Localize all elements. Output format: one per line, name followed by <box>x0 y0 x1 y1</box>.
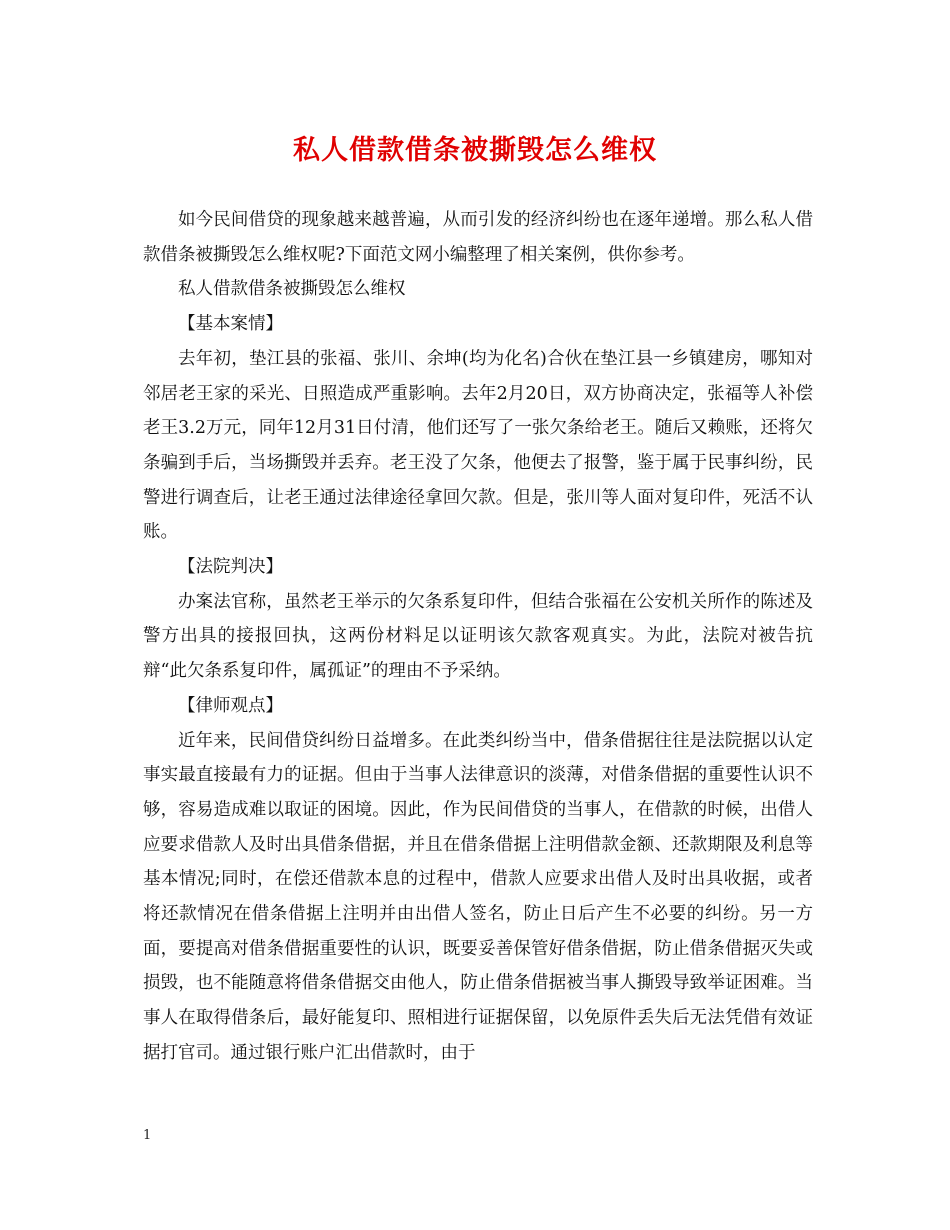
paragraph-case: 去年初，垫江县的张福、张川、余坤(均为化名)合伙在垫江县一乡镇建房，哪知对邻居老王家的采光、日照造成严重影响。去年2月20日，双方协商决定，张福等人补偿老王3.2万元，同年12月31日付清，他们还写了一张欠条给老王。随后又赖账，还将欠条骗到手后，当场撕毁并丢弃。老王没了欠条，他便去了报警，鉴于属于民事纠纷，民警进行调查后，让老王通过法律途径拿回欠款。但是，张川等人面对复印件，死活不认账。 <box>143 348 813 543</box>
paragraph-lawyer: 近年来，民间借贷纠纷日益增多。在此类纠纷当中，借条借据往往是法院据以认定事实最直接最有力的证据。但由于当事人法律意识的淡薄，对借条借据的重要性认识不够，容易造成难以取证的困境。因此，作为民间借贷的当事人，在借款的时候，出借人应要求借款人及时出具借条借据，并且在借条借据上注明借款金额、还款期限及利息等基本情况;同时，在偿还借款本息的过程中，借款人应要求出借人及时出具收据，或者将还款情况在借条借据上注明并由出借人签名，防止日后产生不必要的纠纷。另一方面，要提高对借条借据重要性的认识，既要妥善保管好借条借据，防止借条借据灭失或损毁，也不能随意将借条借据交由他人，防止借条借据被当事人撕毁导致举证困难。当事人在取得借条后，最好能复印、照相进行证据保留，以免原件丢失后无法凭借有效证据打官司。通过银行账户汇出借款时，由于 <box>143 730 813 1063</box>
paragraph-intro: 如今民间借贷的现象越来越普遍，从而引发的经济纠纷也在逐年递增。那么私人借款借条被撕毁怎么维权呢?下面范文网小编整理了相关案例，供你参考。 <box>143 210 813 265</box>
paragraph-judgment: 办案法官称，虽然老王举示的欠条系复印件，但结合张福在公安机关所作的陈述及警方出具的接报回执，这两份材料足以证明该欠款客观真实。为此，法院对被告抗辩“此欠条系复印件，属孤证”的理由不予采纳。 <box>143 591 813 682</box>
page-number: 1 <box>143 1128 152 1143</box>
document-body <box>143 203 813 1071</box>
paragraph-subtitle: 私人借款借条被撕毁怎么维权 <box>178 279 406 300</box>
document-title: 私人借款借条被撕毁怎么维权 <box>293 135 657 166</box>
section-heading-lawyer: 【律师观点】 <box>178 695 283 716</box>
section-heading-judgment: 【法院判决】 <box>178 557 283 578</box>
section-heading-case: 【基本案情】 <box>178 314 283 335</box>
